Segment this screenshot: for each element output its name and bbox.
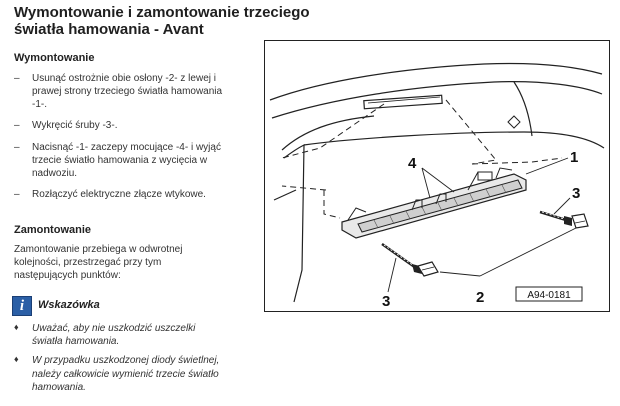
brake-light-diagram	[264, 40, 610, 312]
callout-3-left: 3	[382, 293, 391, 310]
note-item	[14, 354, 266, 394]
note-line: światła hamowania.	[32, 336, 120, 348]
note-line: Uważać, aby nie uszkodzić uszczelki	[32, 323, 196, 334]
installation-line: następujących punktów:	[14, 270, 121, 282]
note-header	[12, 296, 272, 316]
figure-ref: A94-0181	[527, 290, 571, 301]
installation-heading: Zamontowanie	[14, 224, 92, 236]
installation-line: Zamontowanie przebiega w odwrotnej	[14, 244, 183, 255]
step-line: -1-.	[32, 99, 47, 111]
note-line: hamowania.	[32, 381, 86, 393]
removal-step	[14, 141, 264, 181]
note-line: należy całkowicie wymienić trzecie światło	[32, 368, 219, 380]
step-marker: –	[14, 119, 20, 131]
page-title-line-2: światła hamowania - Avant	[14, 21, 204, 38]
step-line: nadwoziu.	[32, 168, 78, 180]
step-line: prawej strony trzeciego światła hamowania	[32, 86, 223, 98]
callout-3-right: 3	[572, 185, 581, 202]
callout-2: 2	[476, 289, 485, 306]
removal-steps	[14, 72, 264, 202]
info-icon: i	[12, 296, 32, 316]
step-marker: –	[14, 141, 20, 153]
step-line: Nacisnąć -1- zaczepy mocujące -4- i wyjąć	[32, 141, 221, 153]
step-marker: –	[14, 189, 20, 201]
removal-step	[14, 188, 264, 201]
step-line: Usunąć ostrożnie obie osłony -2- z lewej i	[32, 73, 216, 84]
removal-heading: Wymontowanie	[14, 52, 95, 64]
note-title: Wskazówka	[38, 299, 100, 311]
callout-4: 4	[408, 155, 417, 172]
removal-step	[14, 72, 264, 112]
note-items	[14, 322, 266, 400]
note-item	[14, 322, 266, 348]
page-title-line-1: Wymontowanie i zamontowanie trzeciego	[14, 4, 310, 21]
installation-text	[14, 243, 264, 283]
step-line: Rozłączyć elektryczne złącze wtykowe.	[32, 189, 206, 201]
step-line: Wykręcić śruby -3-.	[32, 119, 118, 131]
step-marker: –	[14, 73, 20, 84]
installation-line: kolejności, przestrzegać przy tym	[14, 257, 162, 269]
step-line: trzecie światło hamowania z wycięcia w	[32, 155, 208, 167]
diamond-bullet-icon: ♦	[14, 322, 19, 332]
callout-1: 1	[570, 149, 579, 166]
diamond-bullet-icon: ♦	[14, 354, 19, 365]
page-title	[14, 4, 344, 38]
removal-step	[14, 119, 264, 132]
note-line: W przypadku uszkodzonej diody świetlnej,	[32, 355, 220, 367]
